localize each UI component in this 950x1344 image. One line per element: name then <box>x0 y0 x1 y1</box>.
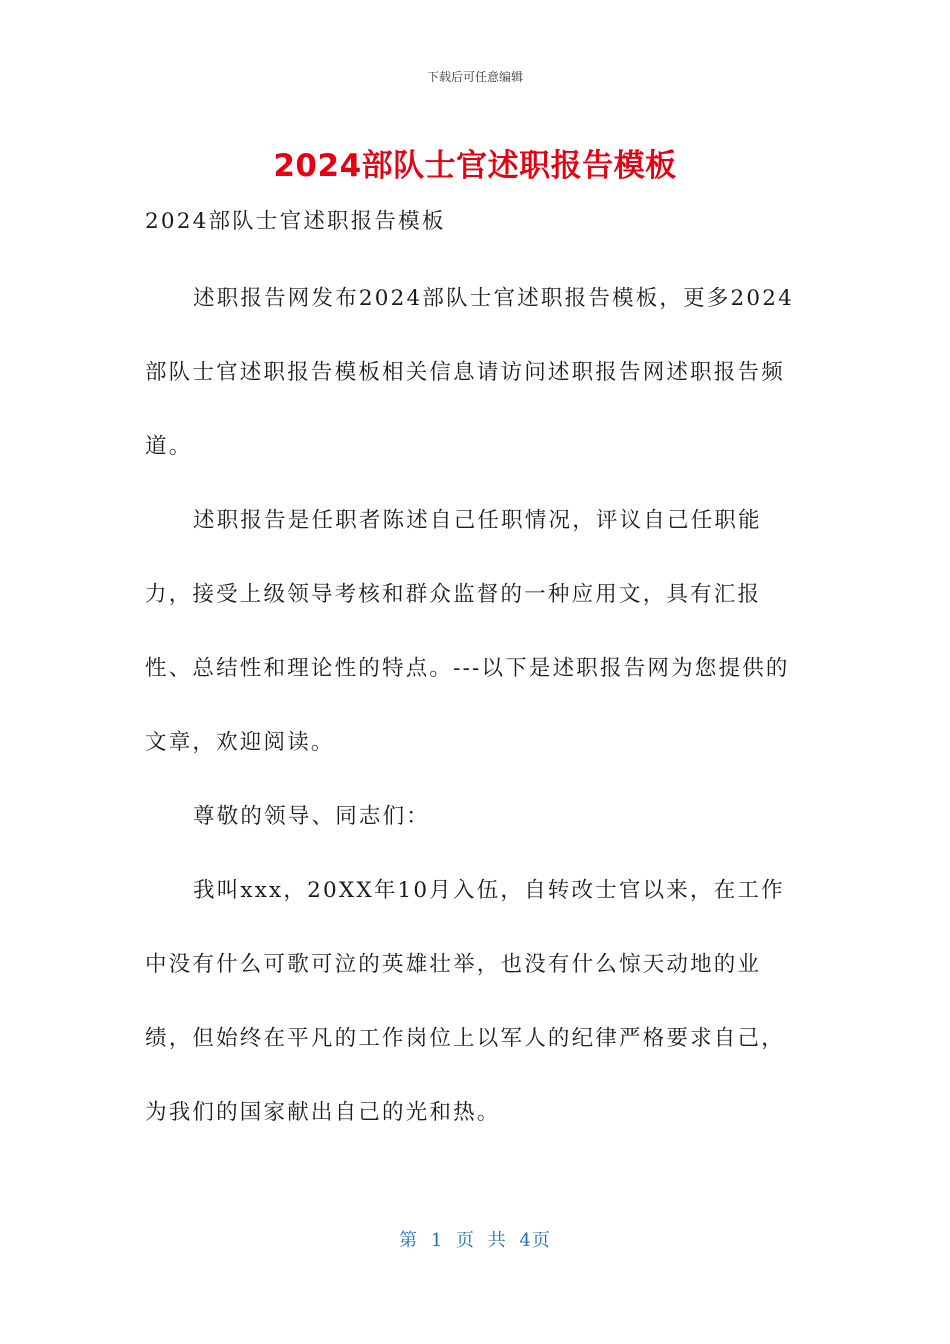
header-note: 下载后可任意编辑 <box>426 70 523 84</box>
paragraph-intro: 述职报告网发布2024部队士官述职报告模板，更多2024部队士官述职报告模板相关信息请访问述职报告网述职报告频道。 <box>145 286 795 459</box>
paragraph-self-intro: 我叫xxx，20XX年10月入伍，自转改士官以来，在工作中没有什么可歌可泣的英雄壮举，也没有什么惊天动地的业绩，但始终在平凡的工作岗位上以军人的纪律严格要求自己，为我们的国家献出自己的光和热。 <box>145 878 785 1125</box>
paragraph-salutation: 尊敬的领导、同志们： <box>193 804 431 829</box>
page-number: 第 1 页 共 4页 <box>399 1230 551 1251</box>
document-subtitle: 2024部队士官述职报告模板 <box>145 209 446 234</box>
document-body <box>145 196 805 1150</box>
document-title: 2024部队士官述职报告模板 <box>273 148 677 184</box>
paragraph-definition: 述职报告是任职者陈述自己任职情况，评议自己任职能力，接受上级领导考核和群众监督的一种应用文，具有汇报性、总结性和理论性的特点。---以下是述职报告网为您提供的文章，欢迎阅读。 <box>145 508 790 755</box>
